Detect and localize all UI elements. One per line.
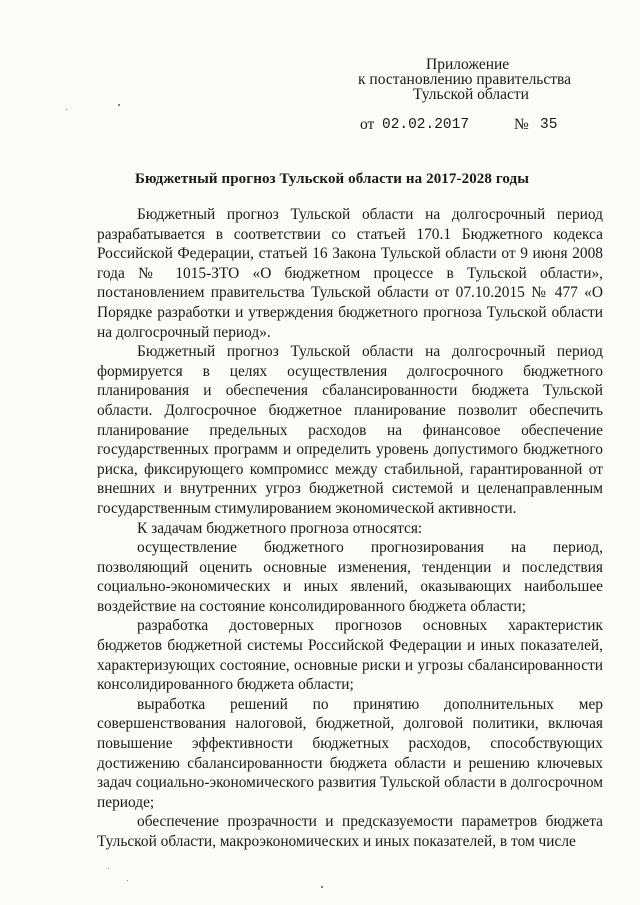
- appendix-label: Приложение: [426, 56, 510, 73]
- paragraph-purpose: Бюджетный прогноз Тульской области на долгосрочный период формируется в целях осуществления долгосрочного бюджетного планирования и обеспечения сбалансированности бюджета Тульской области. Долгосрочное бюджетное планирование позволит обеспечить планирование предельных расходов на финансовое обеспечение государственных программ и определить уровень допустимого бюджетного риска, фиксирующего компромисс между стабильной, гарантированной от внешних и внутренних угроз бюджетной системой и целенаправленным государственным стимулированием экономической активности.: [97, 343, 603, 517]
- scan-speck: [118, 104, 120, 106]
- task-item-policy-measures: выработка решений по принятию дополнительных мер совершенствования налоговой, бюджетной, долговой политики, включая повышение эффективности бюджетных расходов, способствующих достижению сбалансированности бюджета области и решению ключевых задач социально-экономического развития Тульской области в долгосрочном периоде;: [97, 695, 603, 811]
- decree-number: 35: [540, 117, 558, 133]
- paragraph-tasks-intro: К задачам бюджетного прогноза относятся:: [137, 519, 423, 537]
- scan-speck: [321, 886, 323, 888]
- scan-speck: [127, 880, 128, 881]
- scan-speck: [66, 109, 67, 110]
- document-title: Бюджетный прогноз Тульской области на 2017-2028 годы: [134, 171, 530, 187]
- date-prefix: от: [360, 116, 375, 133]
- task-item-reliable-forecasts: разработка достоверных прогнозов основных характеристик бюджетов бюджетной системы Российской Федерации и иных показателей, характеризующих состояние, основные риски и угрозы сбалансированности консолидированного бюджета области;: [97, 617, 603, 694]
- number-sign: №: [514, 116, 529, 133]
- appendix-reference: к постановлению правительства: [358, 71, 572, 88]
- decree-date: 02.02.2017: [382, 117, 470, 133]
- scan-speck: [108, 868, 109, 869]
- task-item-forecasting: осуществление бюджетного прогнозирования на период, позволяющий оценить основные изменения, тенденции и последствия социально-экономических и иных явлений, оказывающих наибольшее воздействие на состояние консолидированного бюджета области;: [97, 539, 603, 615]
- document-body: [97, 205, 603, 852]
- appendix-region: Тульской области: [413, 86, 529, 103]
- paragraph-legal-basis: Бюджетный прогноз Тульской области на долгосрочный период разрабатывается в соответствии со статьей 170.1 Бюджетного кодекса Российской Федерации, статьей 16 Закона Тульской области от 9 июня 2008 года № 1015-ЗТО «О бюджетном процессе в Тульской области», постановлением правительства Тульской области от 07.10.2015 № 477 «О Порядке разработки и утверждения бюджетного прогноза Тульской области на долгосрочный период».: [97, 206, 603, 341]
- task-item-transparency: обеспечение прозрачности и предсказуемости параметров бюджета Тульской области, макроэкономических и иных показателей, в том числе: [97, 813, 603, 850]
